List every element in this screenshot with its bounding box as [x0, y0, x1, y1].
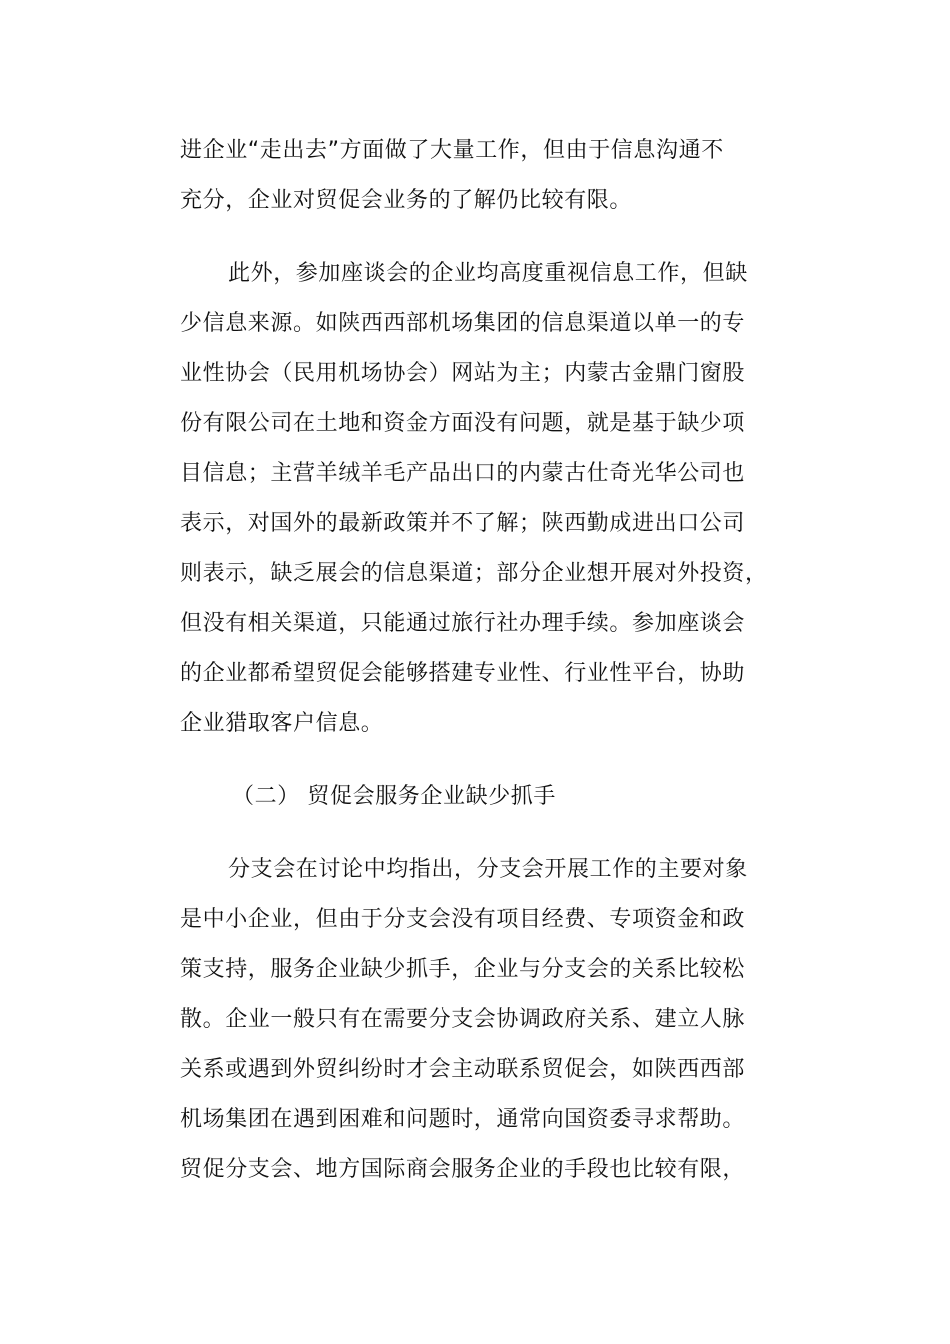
body-text-line: 散。企业一般只有在需要分支会协调政府关系、建立人脉 [180, 1007, 746, 1032]
body-text-line: 但没有相关渠道，只能通过旅行社办理手续。参加座谈会 [180, 611, 746, 636]
body-text-line: 企业猎取客户信息。 [180, 711, 384, 736]
section-heading: （二） 贸促会服务企业缺少抓手 [232, 784, 556, 809]
body-text-line: 则表示，缺乏展会的信息渠道；部分企业想开展对外投资， [180, 561, 768, 586]
body-text-line: 充分，企业对贸促会业务的了解仍比较有限。 [180, 188, 633, 213]
paragraph-first-line: 分支会在讨论中均指出，分支会开展工作的主要对象 [228, 857, 748, 882]
body-text-line: 机场集团在遇到困难和问题时，通常向国资委寻求帮助。 [180, 1107, 746, 1132]
body-text-line: 策支持，服务企业缺少抓手，企业与分支会的关系比较松 [180, 957, 746, 982]
body-text-line: 贸促分支会、地方国际商会服务企业的手段也比较有限， [180, 1157, 746, 1182]
body-text-line: 业性协会（民用机场协会）网站为主；内蒙古金鼎门窗股 [180, 361, 746, 386]
paragraph-first-line: 此外，参加座谈会的企业均高度重视信息工作，但缺 [228, 261, 748, 286]
body-text-line: 表示，对国外的最新政策并不了解；陕西勤成进出口公司 [180, 511, 746, 536]
body-text-line: 的企业都希望贸促会能够搭建专业性、行业性平台，协助 [180, 661, 746, 686]
body-text-line: 是中小企业，但由于分支会没有项目经费、专项资金和政 [180, 907, 746, 932]
body-text-line: 少信息来源。如陕西西部机场集团的信息渠道以单一的专 [180, 311, 746, 336]
body-text-line: 关系或遇到外贸纠纷时才会主动联系贸促会，如陕西西部 [180, 1057, 746, 1082]
body-text-line: 目信息；主营羊绒羊毛产品出口的内蒙古仕奇光华公司也 [180, 461, 746, 486]
body-text-line: 进企业“走出去”方面做了大量工作，但由于信息沟通不 [180, 138, 724, 163]
body-text-line: 份有限公司在土地和资金方面没有问题，就是基于缺少项 [180, 411, 746, 436]
